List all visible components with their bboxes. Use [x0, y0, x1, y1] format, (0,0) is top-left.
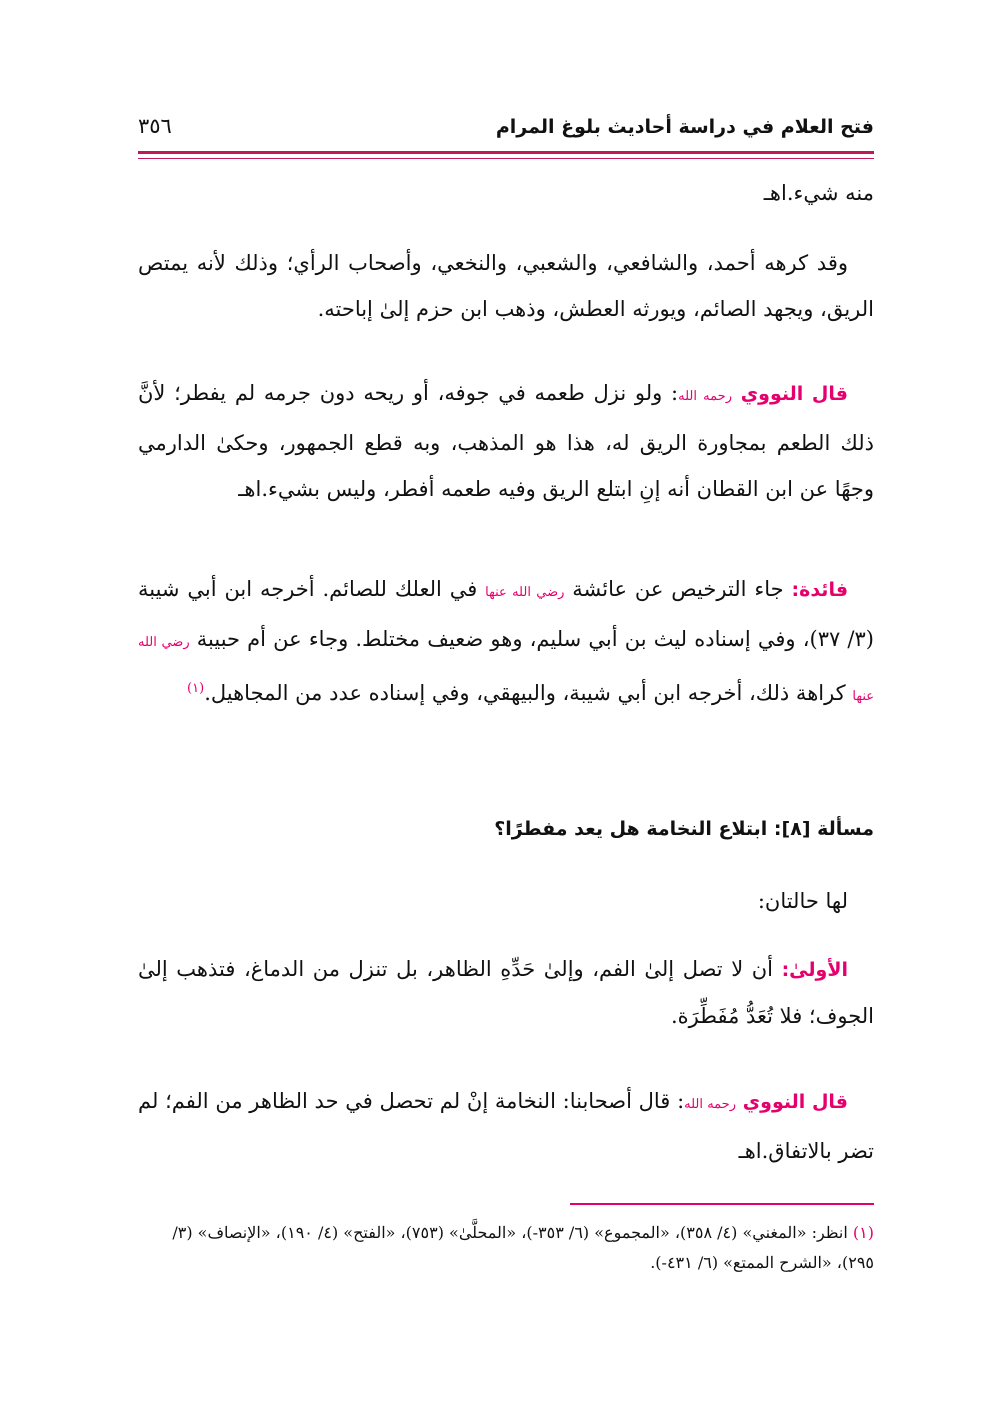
nawawi-quote-text: : ولو نزل طعمه في جوفه، أو ريحه دون جرمه لم يفطر؛ لأنَّ ذلك الطعم بمجاورة الريق له، هذا هو المذهب، وبه قطع الجمهور، وحكىٰ الدارمي وجهًا عن ابن القطان أنه إنِ ابتلع الريق وفيه طعمه أفطر، وليس بشيء.اهـ — [138, 381, 874, 501]
nawawi-quote-text: : قال أصحابنا: النخامة إنْ لم تحصل في حد الظاهر من الفم؛ لم تضر بالاتفاق.اهـ — [138, 1089, 874, 1163]
footnote-number: (١) — [852, 1223, 874, 1242]
paragraph-1: وقد كرهه أحمد، والشافعي، والشعبي، والنخعي، وأصحاب الرأي؛ وذلك لأنه يمتص الريق، ويجهد الصائم، ويورثه العطش، وذهب ابن حزم إلىٰ إباحته. — [138, 251, 874, 321]
benefit-text-b: في العلك للصائم. أخرجه ابن أبي شيبة (٣/ ٣٧)، وفي إسناده ليث بن أبي سليم، وهو ضعيف مختلط. وجاء عن أم حبيبة — [138, 577, 874, 651]
benefit-text-c: كراهة ذلك، أخرجه ابن أبي شيبة، والبيهقي، وفي إسناده عدد من المجاهيل. — [204, 681, 853, 705]
footnote-separator — [570, 1203, 874, 1205]
honorific-glyph: رضي الله عنها — [485, 585, 565, 600]
issue-label: مسألة [٨]: — [773, 818, 874, 840]
footnote-reference[interactable]: (١) — [187, 681, 205, 696]
paragraph-nawawi-2 — [138, 1078, 874, 1174]
paragraph-first-case — [138, 946, 874, 1039]
paragraph-nawawi-1 — [138, 370, 874, 512]
honorific-glyph: رضي الله عنها — [138, 635, 874, 704]
honorific-glyph: رحمه الله — [684, 1097, 736, 1112]
running-title: فتح العلام في دراسة أحاديث بلوغ المرام — [495, 116, 874, 138]
paragraph-two-cases: لها حالتان: — [757, 889, 848, 913]
honorific-glyph: رحمه الله — [678, 389, 732, 404]
benefit-text-a: جاء الترخيص عن عائشة — [564, 577, 792, 601]
first-case-label: الأولىٰ: — [781, 959, 848, 981]
header-rule-thin — [138, 158, 874, 159]
footnote-text: انظر: «المغني» (٤/ ٣٥٨)، «المجموع» (٦/ ٣٥٣-)، «المحلَّىٰ» (٧٥٣)، «الفتح» (٤/ ١٩٠)، «الإنصاف» (٣/ ٢٩٥)، «الشرح الممتع» (٦/ ٤٣١-). — [172, 1223, 874, 1272]
page-header — [138, 110, 874, 150]
nawawi-label: قال النووي — [742, 1091, 849, 1113]
first-case-text: أن لا تصل إلىٰ الفم، وإلىٰ حَدِّهِ الظاهر، بل تنزل من الدماغ، فتذهب إلىٰ الجوف؛ فلا تُعَدُّ مُفَطِّرَة. — [138, 957, 874, 1028]
benefit-label: فائدة: — [791, 579, 849, 601]
nawawi-label: قال النووي — [740, 383, 848, 405]
issue-heading — [138, 818, 874, 840]
paragraph-benefit — [138, 566, 874, 720]
paragraph-continuation: منه شيء.اهـ — [763, 181, 874, 205]
page-number: ٣٥٦ — [138, 114, 172, 138]
footnote — [138, 1218, 874, 1278]
issue-title: ابتلاع النخامة هل يعد مفطرًا؟ — [494, 818, 774, 840]
header-rule-thick — [138, 151, 874, 154]
